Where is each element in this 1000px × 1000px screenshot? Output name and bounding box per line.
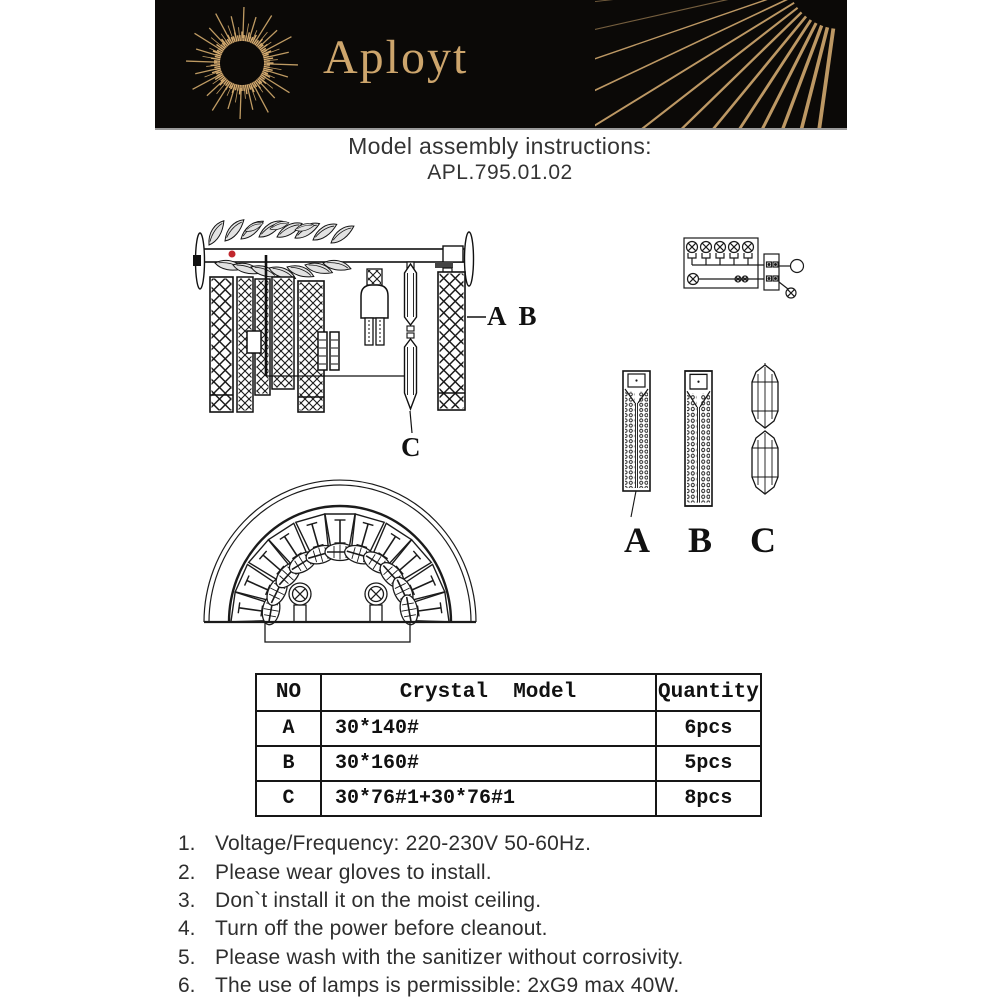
- red-marker-dot: [229, 251, 236, 258]
- item-number: 4.: [178, 917, 196, 941]
- list-item: [178, 972, 858, 1000]
- header-qty: Quantity: [656, 674, 761, 711]
- row-a-model: 30*140#: [321, 711, 656, 746]
- crystal-a-label: A: [624, 520, 650, 560]
- row-b-model: 30*160#: [321, 746, 656, 781]
- list-item: [178, 915, 858, 943]
- table-row: [256, 711, 761, 746]
- item-text: Turn off the power before cleanout.: [215, 917, 548, 941]
- crystal-details-drawing: [613, 363, 793, 521]
- crystal-b-label: B: [687, 520, 712, 560]
- list-item: [178, 858, 858, 886]
- top-view-drawing: [197, 476, 483, 654]
- item-number: 2.: [178, 860, 196, 884]
- page-title: Model assembly instructions:: [348, 133, 652, 159]
- instruction-list: [178, 830, 858, 1000]
- item-number: 6.: [178, 974, 196, 998]
- row-b-qty: 5pcs: [656, 746, 761, 781]
- item-text: Please wear gloves to install.: [215, 860, 492, 884]
- rays-decoration-icon: [595, 0, 847, 128]
- crystal-c-label: C: [750, 520, 776, 560]
- table-row: [256, 746, 761, 781]
- item-number: 5.: [178, 945, 196, 969]
- table-row: [256, 781, 761, 816]
- table-header-row: [256, 674, 761, 711]
- brand-banner: [155, 0, 847, 130]
- list-item: [178, 944, 858, 972]
- row-c-model: 30*76#1+30*76#1: [321, 781, 656, 816]
- wiring-diagram: [678, 232, 808, 304]
- row-a-no: A: [256, 711, 321, 746]
- label-a-b: A B: [487, 301, 537, 331]
- row-c-qty: 8pcs: [656, 781, 761, 816]
- header-no: NO: [256, 674, 321, 711]
- item-text: Voltage/Frequency: 220-230V 50-60Hz.: [215, 832, 592, 856]
- row-b-no: B: [256, 746, 321, 781]
- header-model: Crystal Model: [321, 674, 656, 711]
- parts-table: [255, 673, 762, 817]
- item-text: Don`t install it on the moist ceiling.: [215, 888, 542, 912]
- c-pendant-drawing: [405, 262, 417, 409]
- item-number: 1.: [178, 832, 196, 856]
- item-text: The use of lamps is permissible: 2xG9 max 40W.: [215, 974, 680, 998]
- front-view-drawing: [185, 215, 535, 470]
- list-item: [178, 887, 858, 915]
- item-text: Please wash with the sanitizer without corrosivity.: [215, 945, 684, 969]
- model-number: APL.795.01.02: [427, 161, 573, 184]
- row-a-qty: 6pcs: [656, 711, 761, 746]
- sunburst-logo-icon: [183, 4, 301, 122]
- g9-bulb-drawing: [361, 269, 388, 345]
- row-c-no: C: [256, 781, 321, 816]
- list-item: [178, 830, 858, 858]
- item-number: 3.: [178, 888, 196, 912]
- brand-name: Aployt: [323, 31, 469, 84]
- crystal-c-drawing: [752, 363, 778, 494]
- socket-symbols: [289, 583, 387, 622]
- label-c: C: [401, 432, 421, 462]
